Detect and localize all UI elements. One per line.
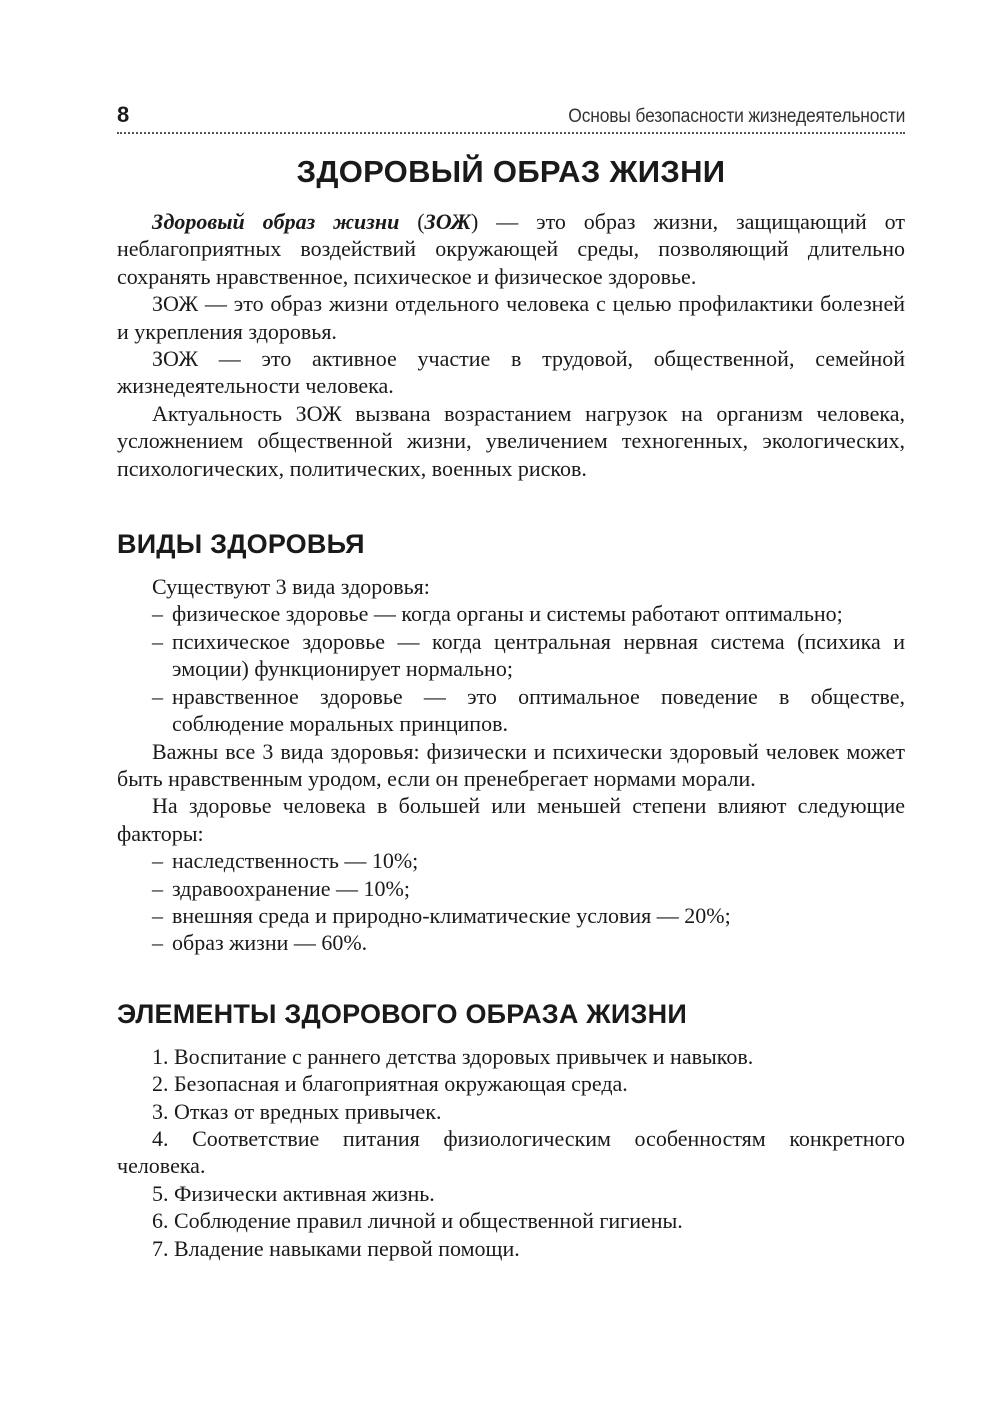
list-item [117,683,905,738]
factors-list [117,847,905,957]
section-title-healthy-lifestyle: ЗДОРОВЫЙ ОБРАЗ ЖИЗНИ [296,154,726,189]
running-title: Основы безопасности жизнедеятельности [568,106,905,127]
list-item-text: психическое здоровье — когда центральная нервная система (психика и эмоции) функционирует нормально; [172,628,905,682]
list-item [117,847,905,874]
list-item [117,628,905,683]
dash-marker: – [152,848,163,874]
intro-rest: — это образ жизни, защищающий от неблагоприятных воздействий окружающей среды, позволяющий длительно сохранять нравственное, психическое и физическое здоровье. [117,209,905,289]
paragraph: Актуальность ЗОЖ вызвана возрастанием нагрузок на организм человека, усложнением общественной жизни, увеличением техногенных, экологических, психологических, политических, военных рисков. [117,400,905,481]
intro-term: Здоровый образ жизни [152,209,400,234]
dash-marker: – [152,601,163,627]
list-item-text: образ жизни — 60%. [172,930,368,956]
list-item-text: нравственное здоровье — это оптимальное поведение в обществе, соблюдение моральных принципов. [172,683,905,737]
list-item-text: внешняя среда и природно-климатические условия — 20%; [172,902,731,928]
dash-marker: – [152,628,163,654]
health-types-note: Важны все 3 вида здоровья: физически и психически здоровый человек может быть нравственным уродом, если он пренебрегает нормами морали. [117,738,905,791]
list-item [117,902,905,929]
list-item: 2. Безопасная и благоприятная окружающая среда. [152,1071,628,1097]
list-item: 5. Физически активная жизнь. [152,1180,435,1206]
list-item [117,600,905,627]
section-title-health-types: ВИДЫ ЗДОРОВЬЯ [117,529,365,560]
lifestyle-elements-list [117,1043,905,1262]
list-item: 7. Владение навыками первой помощи. [152,1235,520,1261]
section-title-lifestyle-elements: ЭЛЕМЕНТЫ ЗДОРОВОГО ОБРАЗА ЖИЗНИ [117,998,687,1029]
intro-paragraph [117,208,905,290]
list-item [117,875,905,902]
list-item: 3. Отказ от вредных привычек. [152,1098,442,1124]
list-item-text: наследственность — 10%; [172,848,419,874]
list-item: 4. Соответствие питания физиологическим особенностям конкретного человека. [117,1125,905,1179]
list-item: 6. Соблюдение правил личной и общественной гигиены. [152,1208,683,1234]
paragraph: ЗОЖ — это образ жизни отдельного человека с целью профилактики болезней и укрепления здоровья. [117,291,905,344]
list-item-text: физическое здоровье — когда органы и системы работают оптимально; [172,601,843,627]
intro-abbr-open: ( [399,209,425,234]
dash-marker: – [152,930,163,956]
health-types-list [117,600,905,737]
intro-abbr-close: ) [471,209,479,234]
list-item: 1. Воспитание с раннего детства здоровых привычек и навыков. [152,1043,754,1069]
page-number: 8 [117,102,130,127]
intro-abbr: ЗОЖ [424,209,471,234]
dash-marker: – [152,875,163,901]
dash-marker: – [152,683,163,709]
header-divider [117,132,905,134]
list-item-text: здравоохранение — 10%; [172,875,410,901]
paragraph: ЗОЖ — это активное участие в трудовой, общественной, семейной жизнедеятельности человека. [117,346,905,399]
list-item [117,929,905,956]
dash-marker: – [152,902,163,928]
factors-lead: На здоровье человека в большей или меньшей степени влияют следующие факторы: [117,793,905,846]
running-header [117,92,905,128]
health-types-lead: Существуют 3 вида здоровья: [152,574,430,600]
